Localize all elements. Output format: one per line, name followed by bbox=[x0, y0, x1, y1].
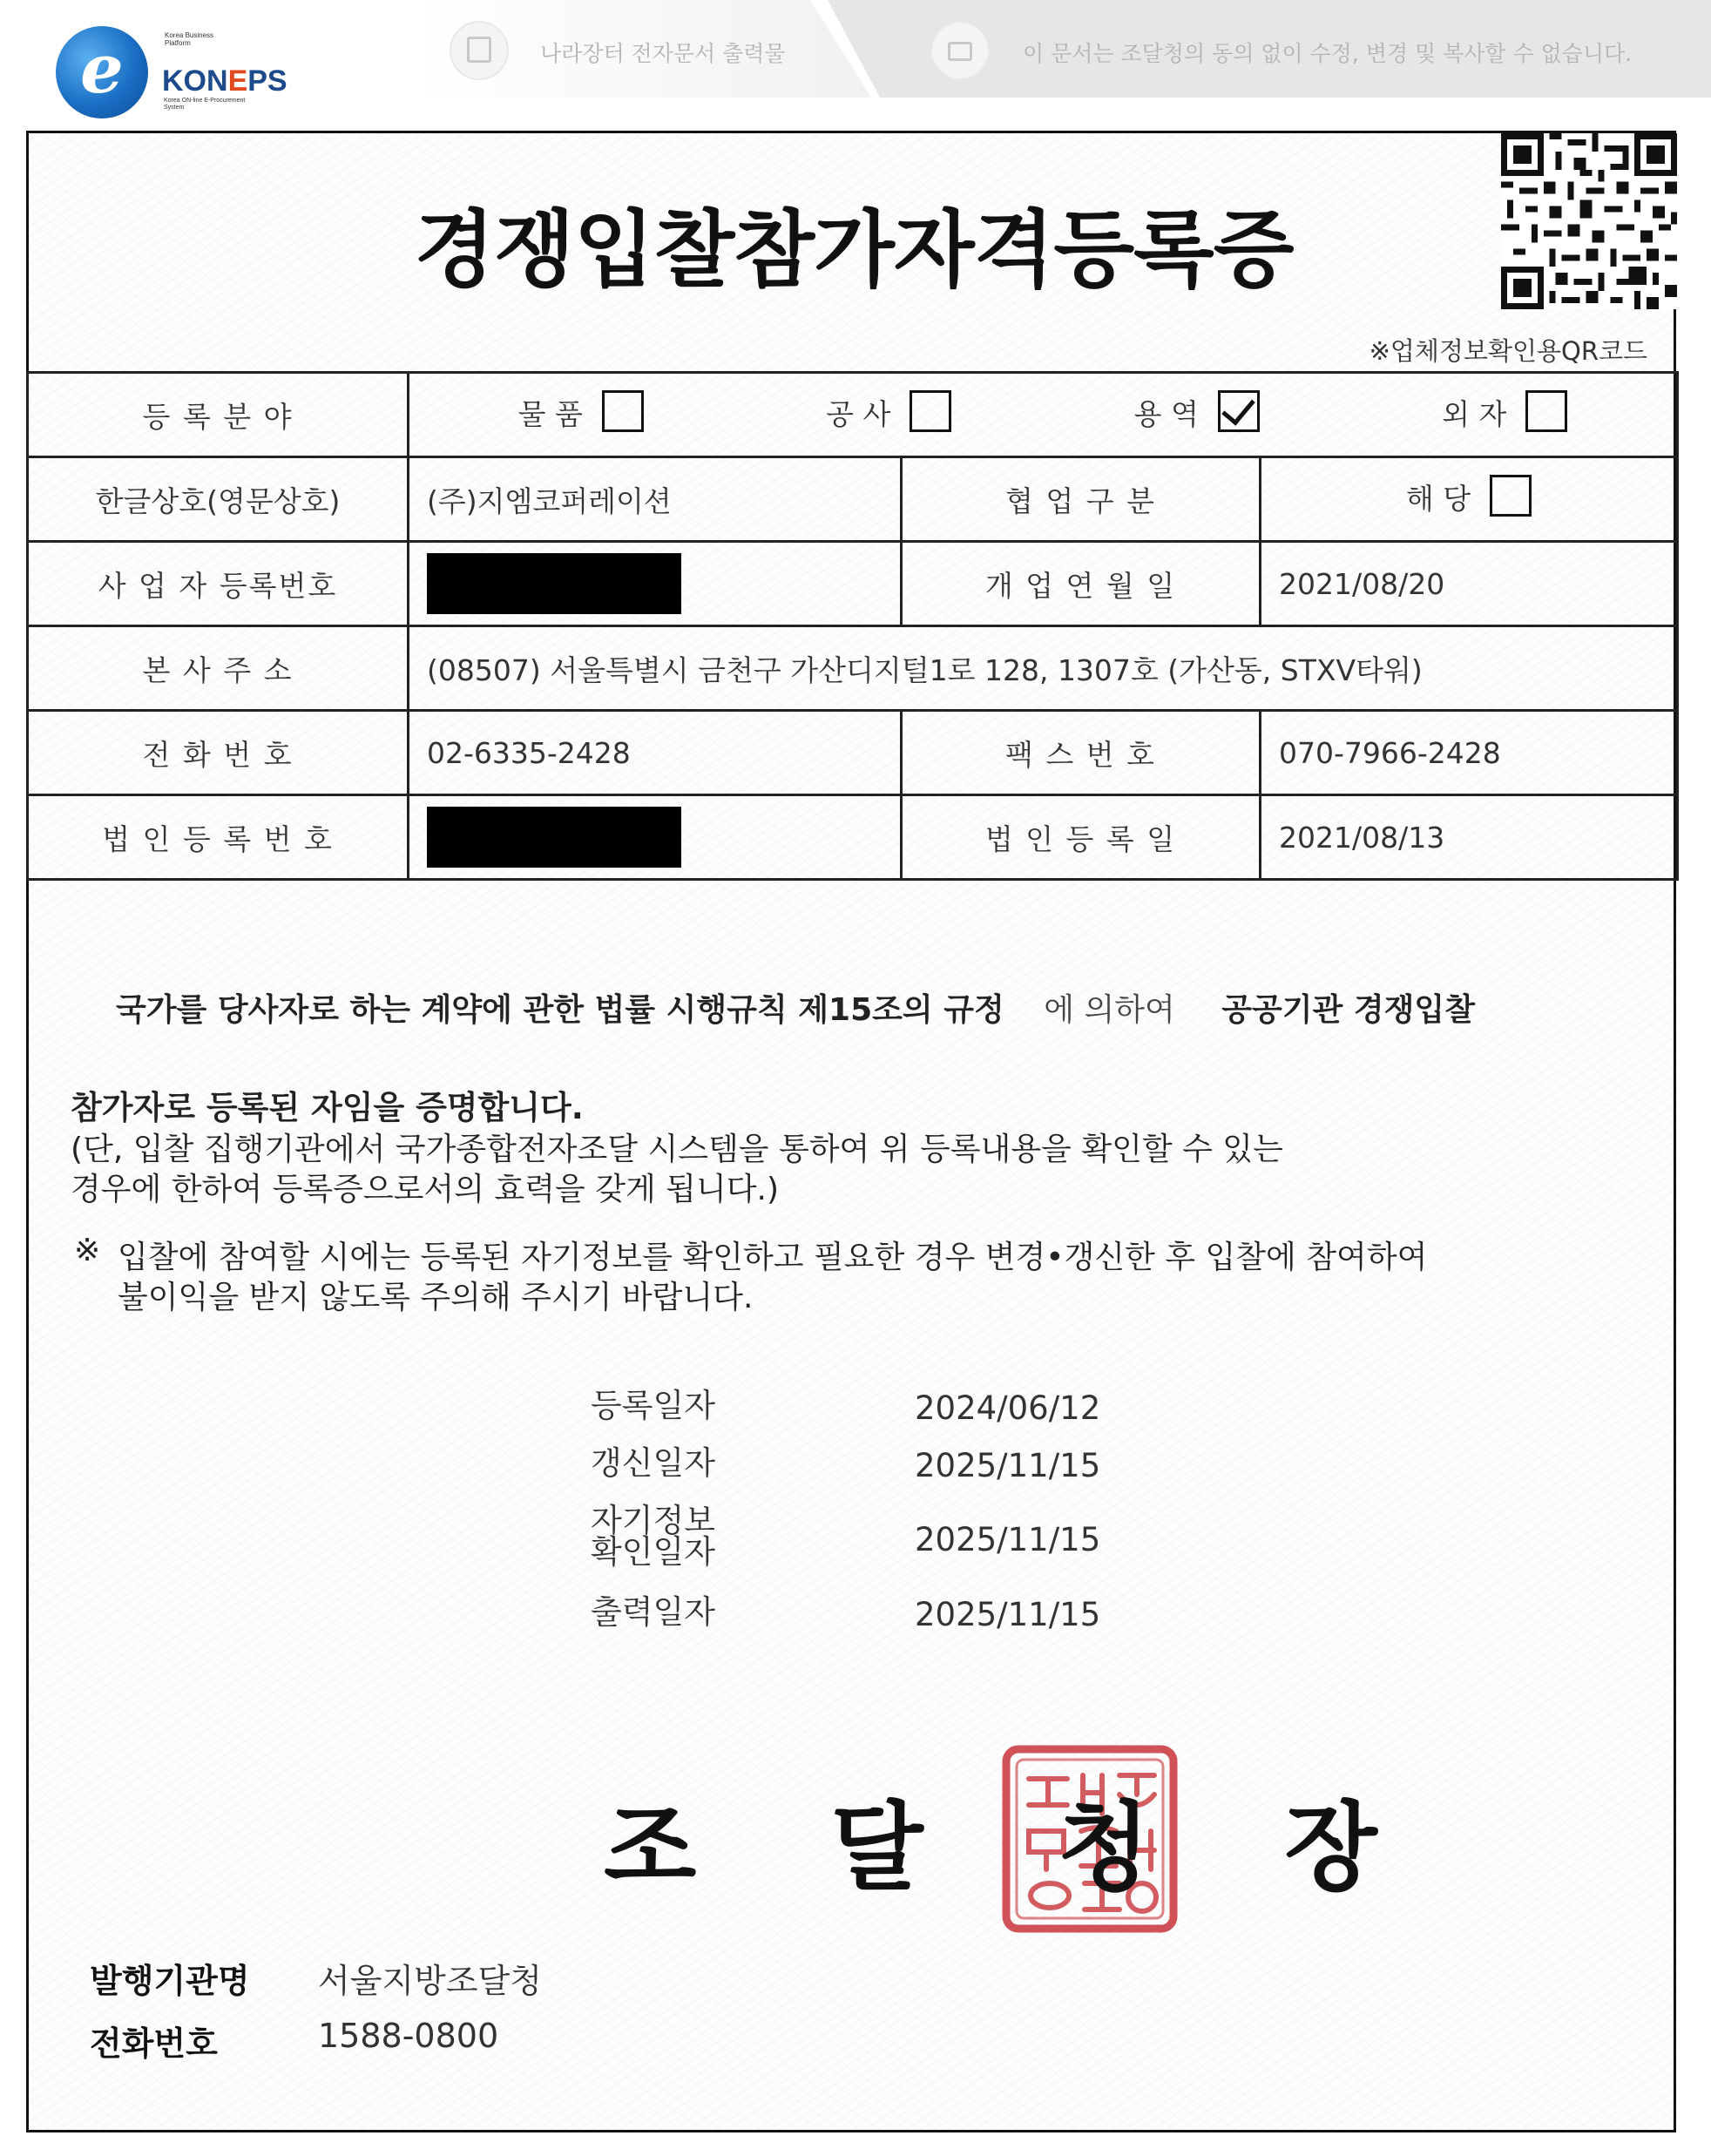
qr-caption: ※업체정보확인용QR코드 bbox=[1369, 336, 1647, 366]
date-label: 갱신일자 bbox=[591, 1444, 715, 1482]
foreign-checkbox[interactable] bbox=[1525, 390, 1567, 432]
address-value: (08507) 서울특별시 금천구 가산디지털1로 128, 1307호 (가산동, STXV타워) bbox=[409, 626, 1678, 711]
phone-value: 02-6335-2428 bbox=[409, 711, 902, 795]
corp-date-value: 2021/08/13 bbox=[1261, 795, 1678, 880]
registration-table bbox=[26, 371, 1679, 881]
row-field bbox=[28, 373, 1678, 457]
redaction-bar bbox=[427, 807, 681, 868]
option-goods bbox=[518, 392, 644, 437]
issuer-phone-label: 전화번호 bbox=[90, 2024, 218, 2063]
signature-title: 조 달 청 장 bbox=[604, 1792, 1428, 1903]
printer-icon bbox=[930, 21, 990, 80]
field-options bbox=[409, 373, 1678, 457]
date-label-line-1: 자기정보 bbox=[591, 1502, 715, 1539]
date-value: 2025/11/15 bbox=[915, 1521, 1101, 1558]
issuer-phone-row bbox=[90, 2017, 499, 2065]
option-construction-label: 공 사 bbox=[826, 397, 891, 432]
field-label: 등 록 분 야 bbox=[28, 373, 409, 457]
notice-copy-restriction: 이 문서는 조달청의 동의 없이 수정, 변경 및 복사할 수 없습니다. bbox=[1023, 41, 1633, 66]
koneps-logo bbox=[56, 26, 291, 122]
option-construction bbox=[826, 392, 951, 437]
law-statement bbox=[116, 985, 1475, 1030]
top-bar bbox=[0, 0, 1711, 111]
row-corp bbox=[28, 795, 1678, 880]
option-goods-label: 물 품 bbox=[517, 397, 583, 432]
logo-subtext: Korea ON-line E-Procurement System bbox=[164, 98, 246, 111]
goods-checkbox[interactable] bbox=[602, 390, 644, 432]
corp-date-label: 법 인 등 록 일 bbox=[902, 795, 1261, 880]
date-label-line-2: 확인일자 bbox=[591, 1533, 715, 1571]
coop-cell bbox=[1261, 457, 1678, 542]
construction-checkbox[interactable] bbox=[910, 390, 951, 432]
row-phone bbox=[28, 711, 1678, 795]
open-date-value: 2021/08/20 bbox=[1261, 542, 1678, 626]
issuer-org-label: 발행기관명 bbox=[90, 1962, 250, 2000]
logo-text bbox=[162, 64, 287, 98]
bizno-label: 사 업 자 등록번호 bbox=[28, 542, 409, 626]
date-value: 2024/06/12 bbox=[915, 1389, 1101, 1427]
warning-line-1: 입찰에 참여할 시에는 등록된 자기정보를 확인하고 필요한 경우 변경•갱신한 후 입찰에 참여하여 bbox=[118, 1240, 1428, 1275]
option-service bbox=[1134, 392, 1260, 437]
logo-text-ps: PS bbox=[247, 64, 287, 98]
coop-value: 해 당 bbox=[1405, 482, 1471, 517]
date-label: 등록일자 bbox=[591, 1387, 715, 1424]
note-line-1: (단, 입찰 집행기관에서 국가종합전자조달 시스템을 통하여 위 등록내용을 확인할 수 있는 bbox=[71, 1132, 1283, 1167]
date-label: 출력일자 bbox=[591, 1593, 715, 1631]
coop-label: 협 업 구 분 bbox=[902, 457, 1261, 542]
warning-line-2: 불이익을 받지 않도록 주의해 주시기 바랍니다. bbox=[118, 1280, 754, 1315]
coop-checkbox[interactable] bbox=[1490, 475, 1532, 517]
bizno-value bbox=[409, 542, 902, 626]
warning-mark: ※ bbox=[74, 1233, 101, 1268]
document-icon bbox=[450, 21, 509, 80]
fax-label: 팩 스 번 호 bbox=[902, 711, 1261, 795]
row-address bbox=[28, 626, 1678, 711]
koneps-logo-e-icon: e bbox=[80, 30, 124, 109]
fax-value: 070-7966-2428 bbox=[1261, 711, 1678, 795]
address-label: 본 사 주 소 bbox=[28, 626, 409, 711]
qr-code[interactable] bbox=[1501, 133, 1677, 309]
company-value: (주)지엠코퍼레이션 bbox=[409, 457, 902, 542]
row-company bbox=[28, 457, 1678, 542]
date-value: 2025/11/15 bbox=[915, 1447, 1101, 1484]
redaction-bar bbox=[427, 553, 681, 614]
logo-text-e: E bbox=[227, 64, 248, 98]
service-checkbox[interactable] bbox=[1218, 390, 1260, 432]
certify-statement: 참가자로 등록된 자임을 증명합니다. bbox=[71, 1089, 584, 1126]
issuer-org-row bbox=[90, 1954, 542, 2002]
law-by: 에 의하여 bbox=[1044, 992, 1175, 1028]
date-value: 2025/11/15 bbox=[915, 1596, 1101, 1633]
certificate bbox=[26, 131, 1676, 2132]
row-bizno bbox=[28, 542, 1678, 626]
corp-no-label: 법 인 등 록 번 호 bbox=[28, 795, 409, 880]
option-foreign-label: 외 자 bbox=[1442, 397, 1507, 432]
company-label: 한글상호(영문상호) bbox=[28, 457, 409, 542]
certificate-title: 경쟁입찰참가자격등록증 bbox=[414, 201, 1294, 299]
logo-small-text: Korea Business Platform bbox=[165, 31, 214, 47]
phone-label: 전 화 번 호 bbox=[28, 711, 409, 795]
corp-no-value bbox=[409, 795, 902, 880]
issuer-org-value: 서울지방조달청 bbox=[318, 1962, 542, 2000]
bid-category: 공공기관 경쟁입찰 bbox=[1221, 992, 1475, 1028]
notice-electronic-document: 나라장터 전자문서 출력물 bbox=[540, 41, 786, 66]
open-date-label: 개 업 연 월 일 bbox=[902, 542, 1261, 626]
issuer-phone-value: 1588-0800 bbox=[318, 2017, 499, 2055]
note-line-2: 경우에 한하여 등록증으로서의 효력을 갖게 됩니다.) bbox=[71, 1172, 780, 1207]
option-foreign bbox=[1442, 392, 1567, 437]
option-service-label: 용 역 bbox=[1133, 397, 1199, 432]
logo-text-kon: KON bbox=[162, 64, 228, 98]
law-name: 국가를 당사자로 하는 계약에 관한 법률 시행규칙 제15조의 규정 bbox=[116, 992, 1004, 1028]
